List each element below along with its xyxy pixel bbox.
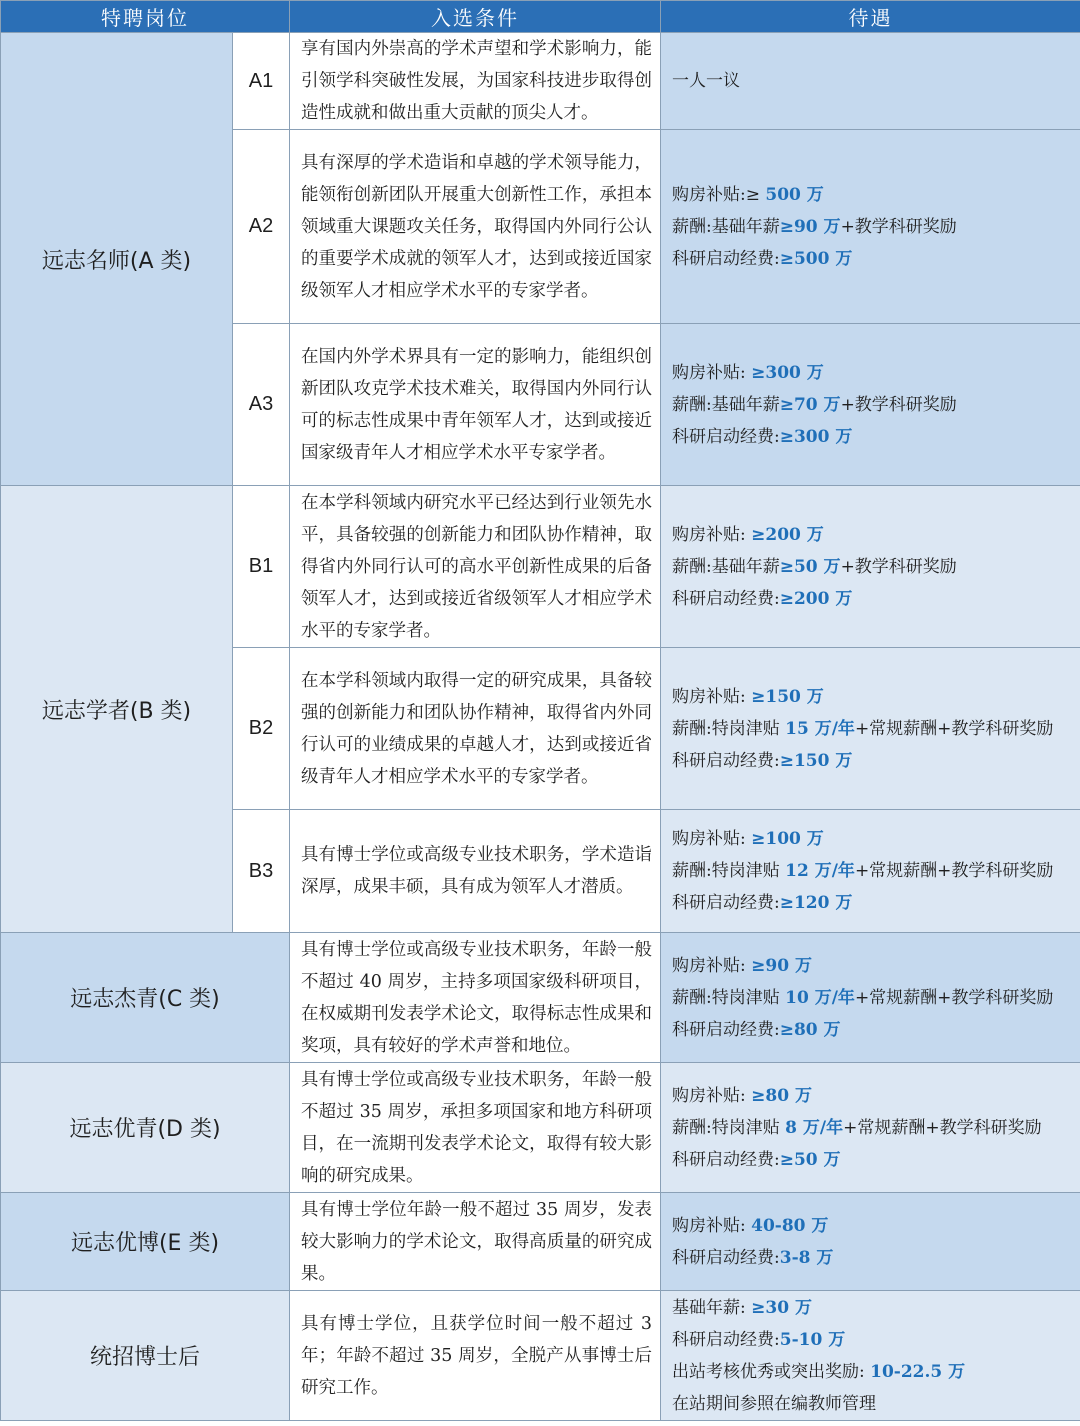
benefit-value: 10-22.5 万 — [870, 1361, 966, 1382]
benefit-label: 科研启动经费: — [672, 1019, 780, 1040]
benefit-cell — [661, 933, 1080, 1063]
benefit-label: 购房补贴: — [672, 829, 752, 849]
benefit-label: 薪酬:基础年薪 — [672, 556, 780, 577]
benefit-label: +常规薪酬+教学科研奖励 — [854, 861, 1054, 881]
benefit-label: 购房补贴: — [672, 1085, 752, 1106]
benefit-value: 8 万/年 — [785, 1117, 844, 1138]
benefit-label: 购房补贴: — [672, 362, 752, 383]
benefit-line — [672, 1112, 1074, 1144]
benefit-line — [672, 179, 1074, 211]
benefit-cell — [661, 1193, 1080, 1291]
benefit-label: 薪酬:特岗津贴 — [672, 1117, 786, 1138]
benefit-label: +教学科研奖励 — [840, 556, 957, 577]
benefit-value: ≥300 万 — [779, 426, 853, 447]
category-cell: 远志优博(E 类) — [1, 1193, 290, 1291]
benefit-cell — [661, 1291, 1080, 1421]
benefit-value: ≥50 万 — [779, 556, 841, 577]
benefit-line — [672, 519, 1074, 551]
benefit-label: +常规薪酬+教学科研奖励 — [854, 718, 1054, 739]
benefit-cell — [661, 324, 1080, 486]
benefit-label: 薪酬:特岗津贴 — [672, 861, 786, 881]
category-cell: 远志名师(A 类) — [1, 33, 233, 486]
benefit-cell — [661, 33, 1080, 130]
benefit-value: ≥100 万 — [751, 829, 824, 849]
benefit-value: ≥500 万 — [779, 248, 853, 269]
code-cell: B2 — [233, 648, 290, 810]
benefit-value: ≥50 万 — [779, 1149, 841, 1170]
benefit-label: 科研启动经费: — [672, 1329, 780, 1350]
benefit-cell — [661, 810, 1080, 933]
category-cell: 远志优青(D 类) — [1, 1063, 290, 1193]
benefit-cell — [661, 1063, 1080, 1193]
benefit-line — [672, 713, 1074, 745]
benefit-line — [672, 855, 1074, 887]
benefit-cell — [661, 486, 1080, 648]
benefit-value: 12 万/年 — [785, 861, 855, 881]
benefit-label: 薪酬:基础年薪 — [672, 216, 780, 237]
table-row — [1, 486, 1080, 648]
benefit-label: 科研启动经费: — [672, 1247, 780, 1268]
condition-cell: 具有博士学位或高级专业技术职务，年龄一般不超过 40 周岁，主持多项国家级科研项目，在权威期刊发表学术论文，取得标志性成果和奖项，具有较好的学术声誉和地位。 — [290, 933, 661, 1063]
benefit-label: 薪酬:特岗津贴 — [672, 987, 786, 1008]
benefit-line — [672, 421, 1074, 453]
benefit-value: 3-8 万 — [779, 1247, 834, 1268]
condition-cell: 具有博士学位或高级专业技术职务，年龄一般不超过 35 周岁，承担多项国家和地方科研项目，在一流期刊发表学术论文，取得有较大影响的研究成果。 — [290, 1063, 661, 1193]
benefit-value: ≥30 万 — [751, 1297, 812, 1318]
benefit-value: ≥70 万 — [779, 394, 841, 415]
benefit-line — [672, 243, 1074, 275]
condition-cell: 具有博士学位或高级专业技术职务，学术造诣深厚，成果丰硕，具有成为领军人才潜质。 — [290, 810, 661, 933]
benefit-value: 10 万/年 — [785, 987, 855, 1008]
benefit-line — [672, 1356, 1074, 1388]
benefit-line — [672, 745, 1074, 777]
condition-cell: 在本学科领域内研究水平已经达到行业领先水平，具备较强的创新能力和团队协作精神，取得省内外同行认可的高水平创新性成果的后备领军人才，达到或接近省级领军人才相应学术水平的专家学者。 — [290, 486, 661, 648]
benefit-line — [672, 1292, 1074, 1324]
benefit-line — [672, 583, 1074, 615]
table-row — [1, 933, 1080, 1063]
category-cell: 远志杰青(C 类) — [1, 933, 290, 1063]
benefit-label: 科研启动经费: — [672, 248, 780, 269]
header-row — [1, 1, 1080, 33]
benefit-label: 基础年薪: — [672, 1297, 752, 1318]
benefit-label: 科研启动经费: — [672, 893, 780, 913]
benefit-label: 购房补贴: — [672, 686, 752, 707]
benefit-label: 购房补贴: — [672, 955, 752, 976]
benefit-line: 在站期间参照在编教师管理 — [672, 1393, 876, 1414]
benefit-label: 薪酬:基础年薪 — [672, 394, 780, 415]
header-benefit: 待遇 — [661, 1, 1080, 33]
benefit-cell — [661, 648, 1080, 810]
code-cell: B1 — [233, 486, 290, 648]
benefit-line — [672, 982, 1074, 1014]
benefit-label: 薪酬:特岗津贴 — [672, 718, 786, 739]
condition-cell: 在本学科领域内取得一定的研究成果，具备较强的创新能力和团队协作精神，取得省内外同行认可的业绩成果的卓越人才，达到或接近省级青年人才相应学术水平的专家学者。 — [290, 648, 661, 810]
table-row — [1, 1193, 1080, 1291]
benefit-value: ≥90 万 — [751, 955, 812, 976]
benefit-label: 购房补贴: — [672, 524, 752, 545]
benefit-line — [672, 1144, 1074, 1176]
condition-cell: 具有博士学位，且获学位时间一般不超过 3 年；年龄不超过 35 周岁，全脱产从事博士后研究工作。 — [290, 1291, 661, 1421]
benefit-value: ≥200 万 — [751, 524, 824, 545]
benefit-cell — [661, 130, 1080, 324]
benefit-line — [672, 357, 1074, 389]
benefit-line: 一人一议 — [672, 71, 740, 91]
benefit-line — [672, 1080, 1074, 1112]
condition-cell: 具有深厚的学术造诣和卓越的学术领导能力，能领衔创新团队开展重大创新性工作，承担本领域重大课题攻关任务，取得国内外同行公认的重要学术成就的领军人才，达到或接近国家级领军人才相应学术水平的专家学者。 — [290, 130, 661, 324]
benefit-label: +常规薪酬+教学科研奖励 — [854, 987, 1054, 1008]
benefit-label: 科研启动经费: — [672, 1149, 780, 1170]
benefit-line — [672, 1324, 1074, 1356]
benefit-label: +教学科研奖励 — [840, 394, 957, 415]
condition-cell: 在国内外学术界具有一定的影响力，能组织创新团队攻克学术技术难关，取得国内外同行认可的标志性成果中青年领军人才，达到或接近国家级青年人才相应学术水平专家学者。 — [290, 324, 661, 486]
code-cell: B3 — [233, 810, 290, 933]
benefit-label: 科研启动经费: — [672, 750, 780, 771]
table-row — [1, 1291, 1080, 1421]
category-cell: 远志学者(B 类) — [1, 486, 233, 933]
benefit-line — [672, 887, 1074, 919]
benefit-line — [672, 211, 1074, 243]
benefit-label: 科研启动经费: — [672, 426, 780, 447]
benefit-value: 5-10 万 — [779, 1329, 846, 1350]
benefit-value: 15 万/年 — [785, 718, 855, 739]
code-cell: A3 — [233, 324, 290, 486]
benefit-value: ≥90 万 — [779, 216, 841, 237]
benefit-label: 出站考核优秀或突出奖励: — [672, 1361, 871, 1382]
benefit-label: +教学科研奖励 — [840, 216, 957, 237]
header-condition: 入选条件 — [290, 1, 661, 33]
benefit-value: ≥80 万 — [751, 1085, 812, 1106]
benefit-value: ≥150 万 — [751, 686, 824, 707]
benefit-label: 购房补贴:≥ — [672, 184, 766, 205]
condition-cell: 享有国内外崇高的学术声望和学术影响力，能引领学科突破性发展，为国家科技进步取得创造性成就和做出重大贡献的顶尖人才。 — [290, 33, 661, 130]
benefit-line — [672, 389, 1074, 421]
benefit-line — [672, 1210, 1074, 1242]
benefit-label: +常规薪酬+教学科研奖励 — [843, 1117, 1042, 1138]
benefit-value: 500 万 — [765, 184, 824, 205]
benefit-line — [672, 681, 1074, 713]
benefit-value: ≥300 万 — [751, 362, 824, 383]
benefit-value: ≥150 万 — [779, 750, 853, 771]
benefit-line — [672, 950, 1074, 982]
code-cell: A2 — [233, 130, 290, 324]
table-row — [1, 1063, 1080, 1193]
benefit-label: 科研启动经费: — [672, 588, 780, 609]
code-cell: A1 — [233, 33, 290, 130]
benefit-value: ≥200 万 — [779, 588, 853, 609]
header-position: 特聘岗位 — [1, 1, 290, 33]
condition-cell: 具有博士学位年龄一般不超过 35 周岁，发表较大影响力的学术论文，取得高质量的研究成果。 — [290, 1193, 661, 1291]
benefit-line — [672, 1014, 1074, 1046]
benefit-label: 购房补贴: — [672, 1215, 752, 1236]
benefit-value: ≥80 万 — [779, 1019, 841, 1040]
benefit-line — [672, 823, 1074, 855]
category-cell: 统招博士后 — [1, 1291, 290, 1421]
benefit-line — [672, 1242, 1074, 1274]
benefit-line — [672, 551, 1074, 583]
benefit-value: 40-80 万 — [751, 1215, 829, 1236]
benefit-value: ≥120 万 — [779, 893, 853, 913]
table-row — [1, 33, 1080, 130]
